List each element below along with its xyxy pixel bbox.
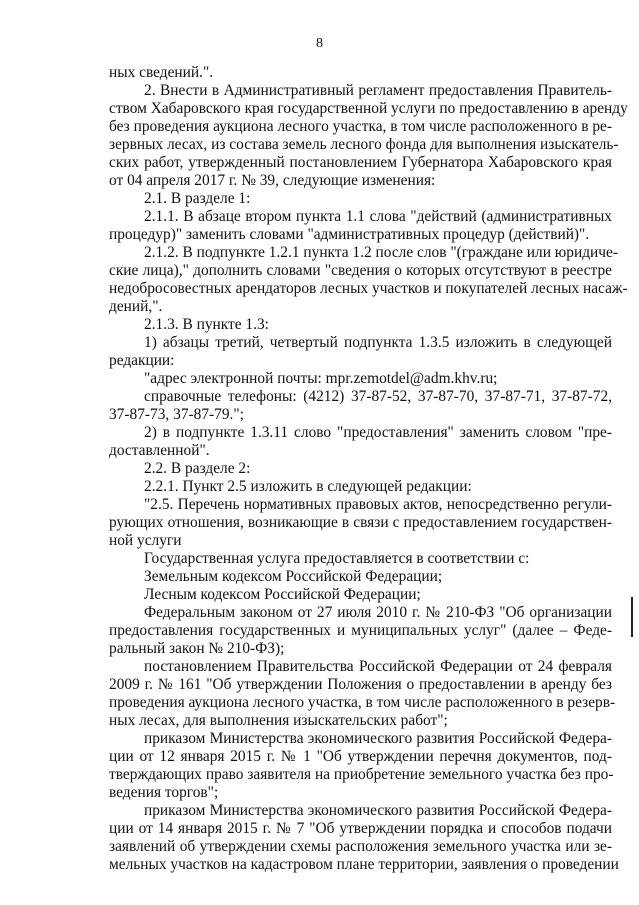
text-line: 2009 г. № 161 "Об утверждении Положения о предоставлении в аренду без — [109, 676, 612, 693]
text-line: ством Хабаровского края государственной услуги по предоставлению в аренду — [109, 100, 628, 117]
text-line: Земельным кодексом Российской Федерации; — [144, 568, 443, 585]
text-line: ных лесах, для выполнения изыскательских работ"; — [109, 712, 448, 729]
text-line: ских работ, утвержденный постановлением Губернатора Хабаровского края — [109, 154, 612, 171]
text-line: 2.2. В разделе 2: — [144, 460, 251, 477]
text-line: от 04 апреля 2017 г. № 39, следующие изменения: — [109, 172, 436, 189]
text-line: недобросовестных арендаторов лесных участков и покупателей лесных насаж- — [109, 280, 628, 297]
text-line: ральный закон № 210-ФЗ); — [109, 640, 285, 657]
text-line: ведения торгов"; — [109, 784, 219, 801]
text-line: "2.5. Перечень нормативных правовых актов, непосредственно регули- — [144, 496, 612, 513]
text-line: процедур)" заменить словами "административных процедур (действий)". — [109, 226, 590, 243]
text-line: зервных лесах, из состава земель лесного фонда для выполнения изыскатель- — [109, 136, 619, 153]
text-line: 2.1. В разделе 1: — [144, 190, 251, 207]
page-number: 8 — [316, 36, 323, 51]
text-line: приказом Министерства экономического развития Российской Федера- — [144, 730, 612, 747]
text-line: ции от 12 января 2015 г. № 1 "Об утверждении перечня документов, под- — [109, 748, 612, 765]
text-line: Государственная услуга предоставляется в соответствии с: — [144, 550, 530, 567]
text-line: 37-87-73, 37-87-79."; — [109, 406, 244, 423]
text-line: ных сведений.". — [109, 64, 214, 81]
text-line: тверждающих право заявителя на приобретение земельного участка без про- — [109, 766, 614, 783]
text-line: ной услуги — [109, 532, 182, 549]
text-line: 2) в подпункте 1.3.11 слово "предоставления" заменить словом "пре- — [144, 424, 612, 441]
text-line: предоставления государственных и муниципальных услуг" (далее – Феде- — [109, 622, 612, 639]
text-line: ские лица)," дополнить словами "сведения о которых отсутствуют в реестре — [109, 262, 612, 279]
text-line: ции от 14 января 2015 г. № 7 "Об утверждении порядка и способов подачи — [109, 820, 612, 837]
text-line: 1) абзацы третий, четвертый подпункта 1.3.5 изложить в следующей — [144, 334, 612, 351]
text-line: рующих отношения, возникающие в связи с предоставлением государствен- — [109, 514, 612, 531]
text-line: постановлением Правительства Российской Федерации от 24 февраля — [144, 658, 612, 675]
text-line: 2.1.2. В подпункте 1.2.1 пункта 1.2 после слов "(граждане или юридиче- — [144, 244, 618, 261]
text-line: справочные телефоны: (4212) 37-87-52, 37-87-70, 37-87-71, 37-87-72, — [144, 388, 612, 405]
text-line: редакции: — [109, 352, 175, 369]
text-line: Федеральным законом от 27 июля 2010 г. № 210-ФЗ "Об организации — [144, 604, 612, 621]
scan-edge-mark — [631, 597, 633, 637]
text-line: дений,". — [109, 298, 163, 315]
text-line: заявлений об утверждении схемы расположения земельного участка или зе- — [109, 838, 612, 855]
text-line: мельных участков на кадастровом плане территории, заявления о проведении — [109, 856, 619, 873]
text-line: 2.1.1. В абзаце втором пункта 1.1 слова "действий (административных — [144, 208, 612, 225]
text-line: проведения аукциона лесного участка, в том числе расположенного в резерв- — [109, 694, 616, 711]
text-line: без проведения аукциона лесного участка, в том числе расположенного в ре- — [109, 118, 612, 135]
text-line: приказом Министерства экономического развития Российской Федера- — [144, 802, 612, 819]
text-line: доставленной". — [109, 442, 210, 459]
text-line: 2.2.1. Пункт 2.5 изложить в следующей редакции: — [144, 478, 472, 495]
text-line: "адрес электронной почты: mpr.zemotdel@adm.khv.ru; — [144, 370, 498, 387]
text-line: 2.1.3. В пункте 1.3: — [144, 316, 269, 333]
text-line: 2. Внести в Административный регламент предоставления Правитель- — [144, 82, 612, 99]
text-line: Лесным кодексом Российской Федерации; — [144, 586, 421, 603]
